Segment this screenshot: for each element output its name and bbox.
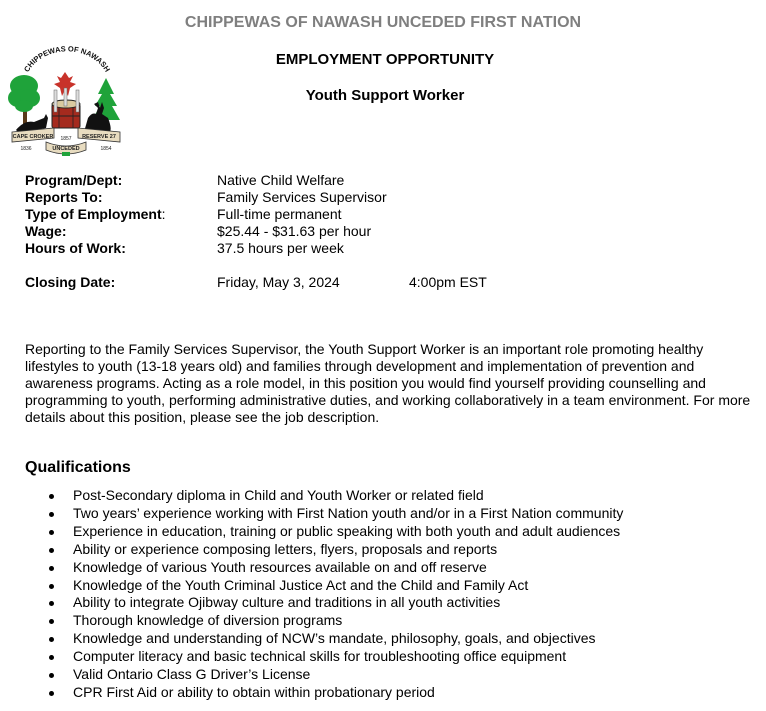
detail-row-employment-type xyxy=(25,206,487,223)
bullet-icon xyxy=(49,637,54,642)
detail-label-text: Type of Employment xyxy=(25,206,162,222)
bullet-icon xyxy=(49,619,54,624)
list-item: Knowledge and understanding of NCW’s mandate, philosophy, goals, and objectives xyxy=(0,630,623,648)
detail-row-program xyxy=(25,172,487,189)
detail-value: Native Child Welfare xyxy=(217,172,345,188)
position-summary: Reporting to the Family Services Supervisor, the Youth Support Worker is an important role promoting healthy lifestyles to youth (13-18 years old) and families through development and implementation of prevention and awareness programs. Acting as a role model, in this position you would find yourself providing counselling and programming to youth, performing administrative duties, and working collaboratively in a team environment. For more details about this position, please see the job description. xyxy=(25,341,751,425)
list-item: Post-Secondary diploma in Child and Youth Worker or related field xyxy=(0,487,623,505)
detail-value: Family Services Supervisor xyxy=(217,189,387,205)
list-item: Ability to integrate Ojibway culture and traditions in all youth activities xyxy=(0,594,623,612)
detail-label: Hours of Work: xyxy=(25,240,126,256)
logo-arc-text: CHIPPEWAS OF NAWASH xyxy=(22,44,112,74)
detail-value: Full-time permanent xyxy=(217,206,342,222)
list-item: Experience in education, training or public speaking with both youth and adult audiences xyxy=(0,523,623,541)
organization-name: CHIPPEWAS OF NAWASH UNCEDED FIRST NATION xyxy=(184,14,582,31)
bullet-icon xyxy=(49,512,54,517)
logo-banner-right: RESERVE 27 xyxy=(82,134,116,140)
logo-year-right: 1854 xyxy=(100,146,112,152)
detail-value: Friday, May 3, 2024 xyxy=(217,274,340,290)
detail-value: 37.5 hours per week xyxy=(217,240,344,256)
list-item: Thorough knowledge of diversion programs xyxy=(0,612,623,630)
bullet-icon xyxy=(49,548,54,553)
detail-label-colon: : xyxy=(161,206,166,222)
detail-row-reports-to xyxy=(25,189,487,206)
qualifications-heading: Qualifications xyxy=(25,459,131,476)
document-heading: EMPLOYMENT OPPORTUNITY xyxy=(275,51,495,68)
bullet-icon xyxy=(49,691,54,696)
list-item: Valid Ontario Class G Driver’s License xyxy=(0,666,623,684)
detail-label xyxy=(25,206,217,223)
detail-value: $25.44 - $31.63 per hour xyxy=(217,223,372,239)
bullet-icon xyxy=(49,494,54,499)
detail-row-wage xyxy=(25,223,487,240)
detail-row-hours xyxy=(25,240,487,257)
logo-year-center: 1857 xyxy=(60,136,72,142)
detail-label: Closing Date: xyxy=(25,274,116,290)
logo-year-left: 1836 xyxy=(20,146,32,152)
bullet-icon xyxy=(49,673,54,678)
job-details xyxy=(25,172,487,291)
list-item: Ability or experience composing letters, flyers, proposals and reports xyxy=(0,541,623,559)
closing-time: 4:00pm EST xyxy=(409,274,487,290)
detail-row-closing-date xyxy=(25,274,487,291)
logo-banner-left: CAPE CROKER xyxy=(12,134,54,140)
logo-banner-bottom: UNCEDED xyxy=(52,146,80,152)
detail-label: Wage: xyxy=(25,223,67,239)
bullet-icon xyxy=(49,584,54,589)
bullet-icon xyxy=(49,566,54,571)
bullet-icon xyxy=(49,655,54,660)
list-item: Knowledge of the Youth Criminal Justice Act and the Child and Family Act xyxy=(0,577,623,595)
list-item: Computer literacy and basic technical skills for troubleshooting office equipment xyxy=(0,648,623,666)
detail-label: Reports To: xyxy=(25,189,103,205)
position-title: Youth Support Worker xyxy=(305,87,465,104)
list-item: Knowledge of various Youth resources available on and off reserve xyxy=(0,559,623,577)
list-item: Two years’ experience working with First Nation youth and/or in a First Nation community xyxy=(0,505,623,523)
qualifications-list xyxy=(0,487,623,702)
bullet-icon xyxy=(49,601,54,606)
bullet-icon xyxy=(49,530,54,535)
list-item: CPR First Aid or ability to obtain within probationary period xyxy=(0,684,623,702)
detail-label: Program/Dept: xyxy=(25,172,123,188)
